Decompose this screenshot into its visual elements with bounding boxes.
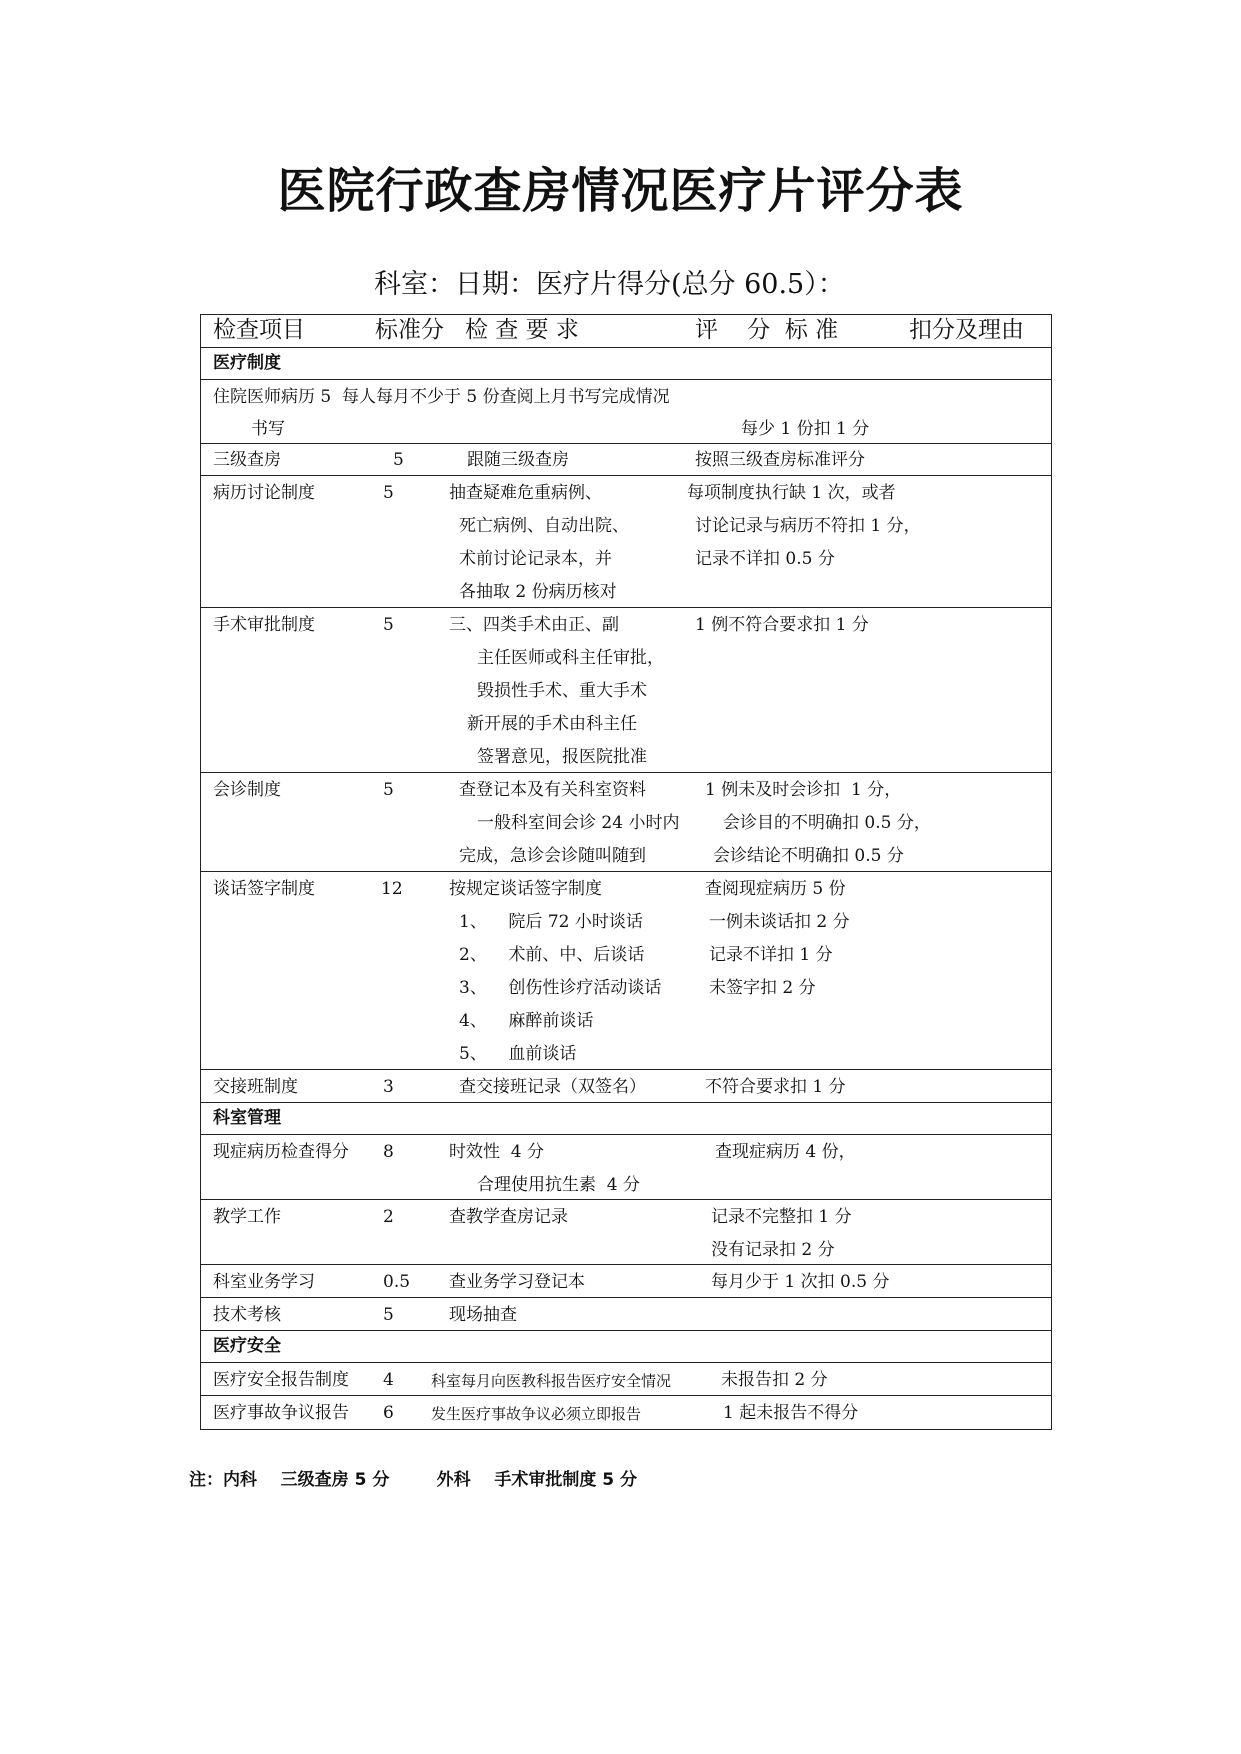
row-score: 12 [381,879,403,899]
row-item: 会诊制度 [213,780,281,800]
row-std-line: 查现症病历 4 份， [715,1142,856,1162]
row-req-line: 签署意见，报医院批准 [477,747,647,767]
row-std-line: 记录不详扣 1 分 [709,945,833,965]
row-req-line: 时效性 4 分 [449,1142,545,1162]
row-score: 2 [383,1207,394,1227]
table-row [201,1396,1052,1430]
section-dept-management: 科室管理 [201,1103,1052,1135]
row-requirement: 现场抽查 [449,1305,517,1325]
header-cell [201,315,1052,348]
row-item: 技术考核 [213,1305,281,1325]
table-row [201,1200,1052,1265]
table-row [201,1363,1052,1396]
table-row [201,444,1052,476]
row-standard: 不符合要求扣 1 分 [705,1077,846,1097]
row-std-line: 记录不完整扣 1 分 [711,1207,852,1227]
subtitle: 科室：日期：医疗片得分(总分 60.5）： [374,269,845,300]
row-std-line: 讨论记录与病历不符扣 1 分， [695,516,921,536]
row-req-line: 一般科室间会诊 24 小时内 [477,813,680,833]
row-item: 三级查房 [213,450,281,470]
row-standard: 1 起未报告不得分 [723,1403,859,1423]
row-requirement: 科室每月向医教科报告医疗安全情况 [431,1372,672,1390]
row-score: 5 [383,1305,394,1325]
row-std-line: 未签字扣 2 分 [709,978,816,998]
row-item: 病历讨论制度 [213,483,315,503]
row-item: 医疗安全报告制度 [213,1370,349,1390]
table-row [201,1135,1052,1200]
row-req-line: 死亡病例、自动出院、 [459,516,629,536]
table-header-row [201,315,1052,348]
row-req-line: 毁损性手术、重大手术 [477,681,647,701]
row-std-line: 记录不详扣 0.5 分 [695,549,835,569]
row-item: 科室业务学习 [213,1272,315,1292]
row1-standard: 每少 1 份扣 1 分 [741,419,870,439]
row-std-line: 没有记录扣 2 分 [711,1240,835,1260]
row-std-line: 1 例未及时会诊扣 1 分， [705,780,902,800]
row-req-line: 查登记本及有关科室资料 [459,780,646,800]
row-req-line: 查教学查房记录 [449,1207,568,1227]
row-score: 5 [383,615,394,635]
row-item: 手术审批制度 [213,615,315,635]
table-row [201,1265,1052,1298]
row-std-line: 会诊目的不明确扣 0.5 分， [723,813,931,833]
row-std-line: 1 例不符合要求扣 1 分 [695,615,869,635]
row-req-line: 三、四类手术由正、副 [449,615,619,635]
table-row [201,773,1052,872]
row-score: 5 [383,483,394,503]
row-standard: 按照三级查房标准评分 [695,450,865,470]
section-row [201,1331,1052,1363]
row-req-line: 各抽取 2 份病历核对 [459,582,617,602]
section-medical-safety: 医疗安全 [201,1331,1052,1363]
row-req-line: 1、 院后 72 小时谈话 [459,912,643,932]
row-requirement: 查业务学习登记本 [449,1272,585,1292]
row-standard: 每月少于 1 次扣 0.5 分 [711,1272,890,1292]
row-req-line: 按规定谈话签字制度 [449,879,602,899]
row-item: 现症病历检查得分 [213,1142,349,1162]
row-requirement: 跟随三级查房 [467,450,569,470]
table-row [201,1298,1052,1331]
header-score: 标准分 [375,317,444,343]
table-row [201,608,1052,773]
row-req-line: 主任医师或科主任审批， [477,648,664,668]
section-row [201,1103,1052,1135]
row-item: 医疗事故争议报告 [213,1403,349,1423]
row-req-line: 合理使用抗生素 4 分 [477,1175,641,1195]
row-req-line: 2、 术前、中、后谈话 [459,945,645,965]
row-score: 8 [383,1142,394,1162]
score-table [200,314,1052,1430]
row-req-line: 3、 创伤性诊疗活动谈话 [459,978,662,998]
row-req-line: 完成，急诊会诊随叫随到 [459,846,646,866]
row-requirement: 发生医疗事故争议必须立即报告 [431,1405,642,1423]
row-req-line: 5、 血前谈话 [459,1044,577,1064]
row-req-line: 4、 麻醉前谈话 [459,1011,594,1031]
header-deduction: 扣分及理由 [909,317,1024,343]
header-requirement: 检 查 要 求 [465,317,579,343]
row-req-line: 抽查疑难危重病例、 [449,483,602,503]
row-std-line: 会诊结论不明确扣 0.5 分 [713,846,904,866]
row-score: 4 [383,1370,394,1390]
row-req-line: 新开展的手术由科主任 [467,714,637,734]
row-req-line: 术前讨论记录本，并 [459,549,612,569]
page-title: 医院行政查房情况医疗片评分表 [277,163,964,219]
row-std-line: 查阅现症病历 5 份 [705,879,846,899]
row-score: 0.5 [383,1272,411,1292]
row-score: 6 [383,1403,394,1423]
row-standard: 未报告扣 2 分 [721,1370,828,1390]
row1-line1: 住院医师病历 5 每人每月不少于 5 份查阅上月书写完成情况 [213,387,670,407]
table-row [201,1070,1052,1103]
row-item: 教学工作 [213,1207,281,1227]
table-row [201,872,1052,1070]
row1-line2: 书写 [251,419,285,439]
footnote: 注：内科 三级查房 5 分 外科 手术审批制度 5 分 [189,1470,638,1490]
section-medical-system: 医疗制度 [201,348,1052,380]
row-std-line: 一例未谈话扣 2 分 [709,912,850,932]
row-score: 3 [383,1077,394,1097]
header-standard: 评 分 标 准 [695,317,839,343]
header-item: 检查项目 [213,317,305,343]
table-row [201,380,1052,444]
row-score: 5 [383,780,394,800]
row-item: 交接班制度 [213,1077,298,1097]
row-score: 5 [393,450,404,470]
row-requirement: 查交接班记录（双签名） [459,1077,646,1097]
row-std-line: 每项制度执行缺 1 次，或者 [687,483,896,503]
table-row [201,476,1052,608]
section-row [201,348,1052,380]
row-item: 谈话签字制度 [213,879,315,899]
